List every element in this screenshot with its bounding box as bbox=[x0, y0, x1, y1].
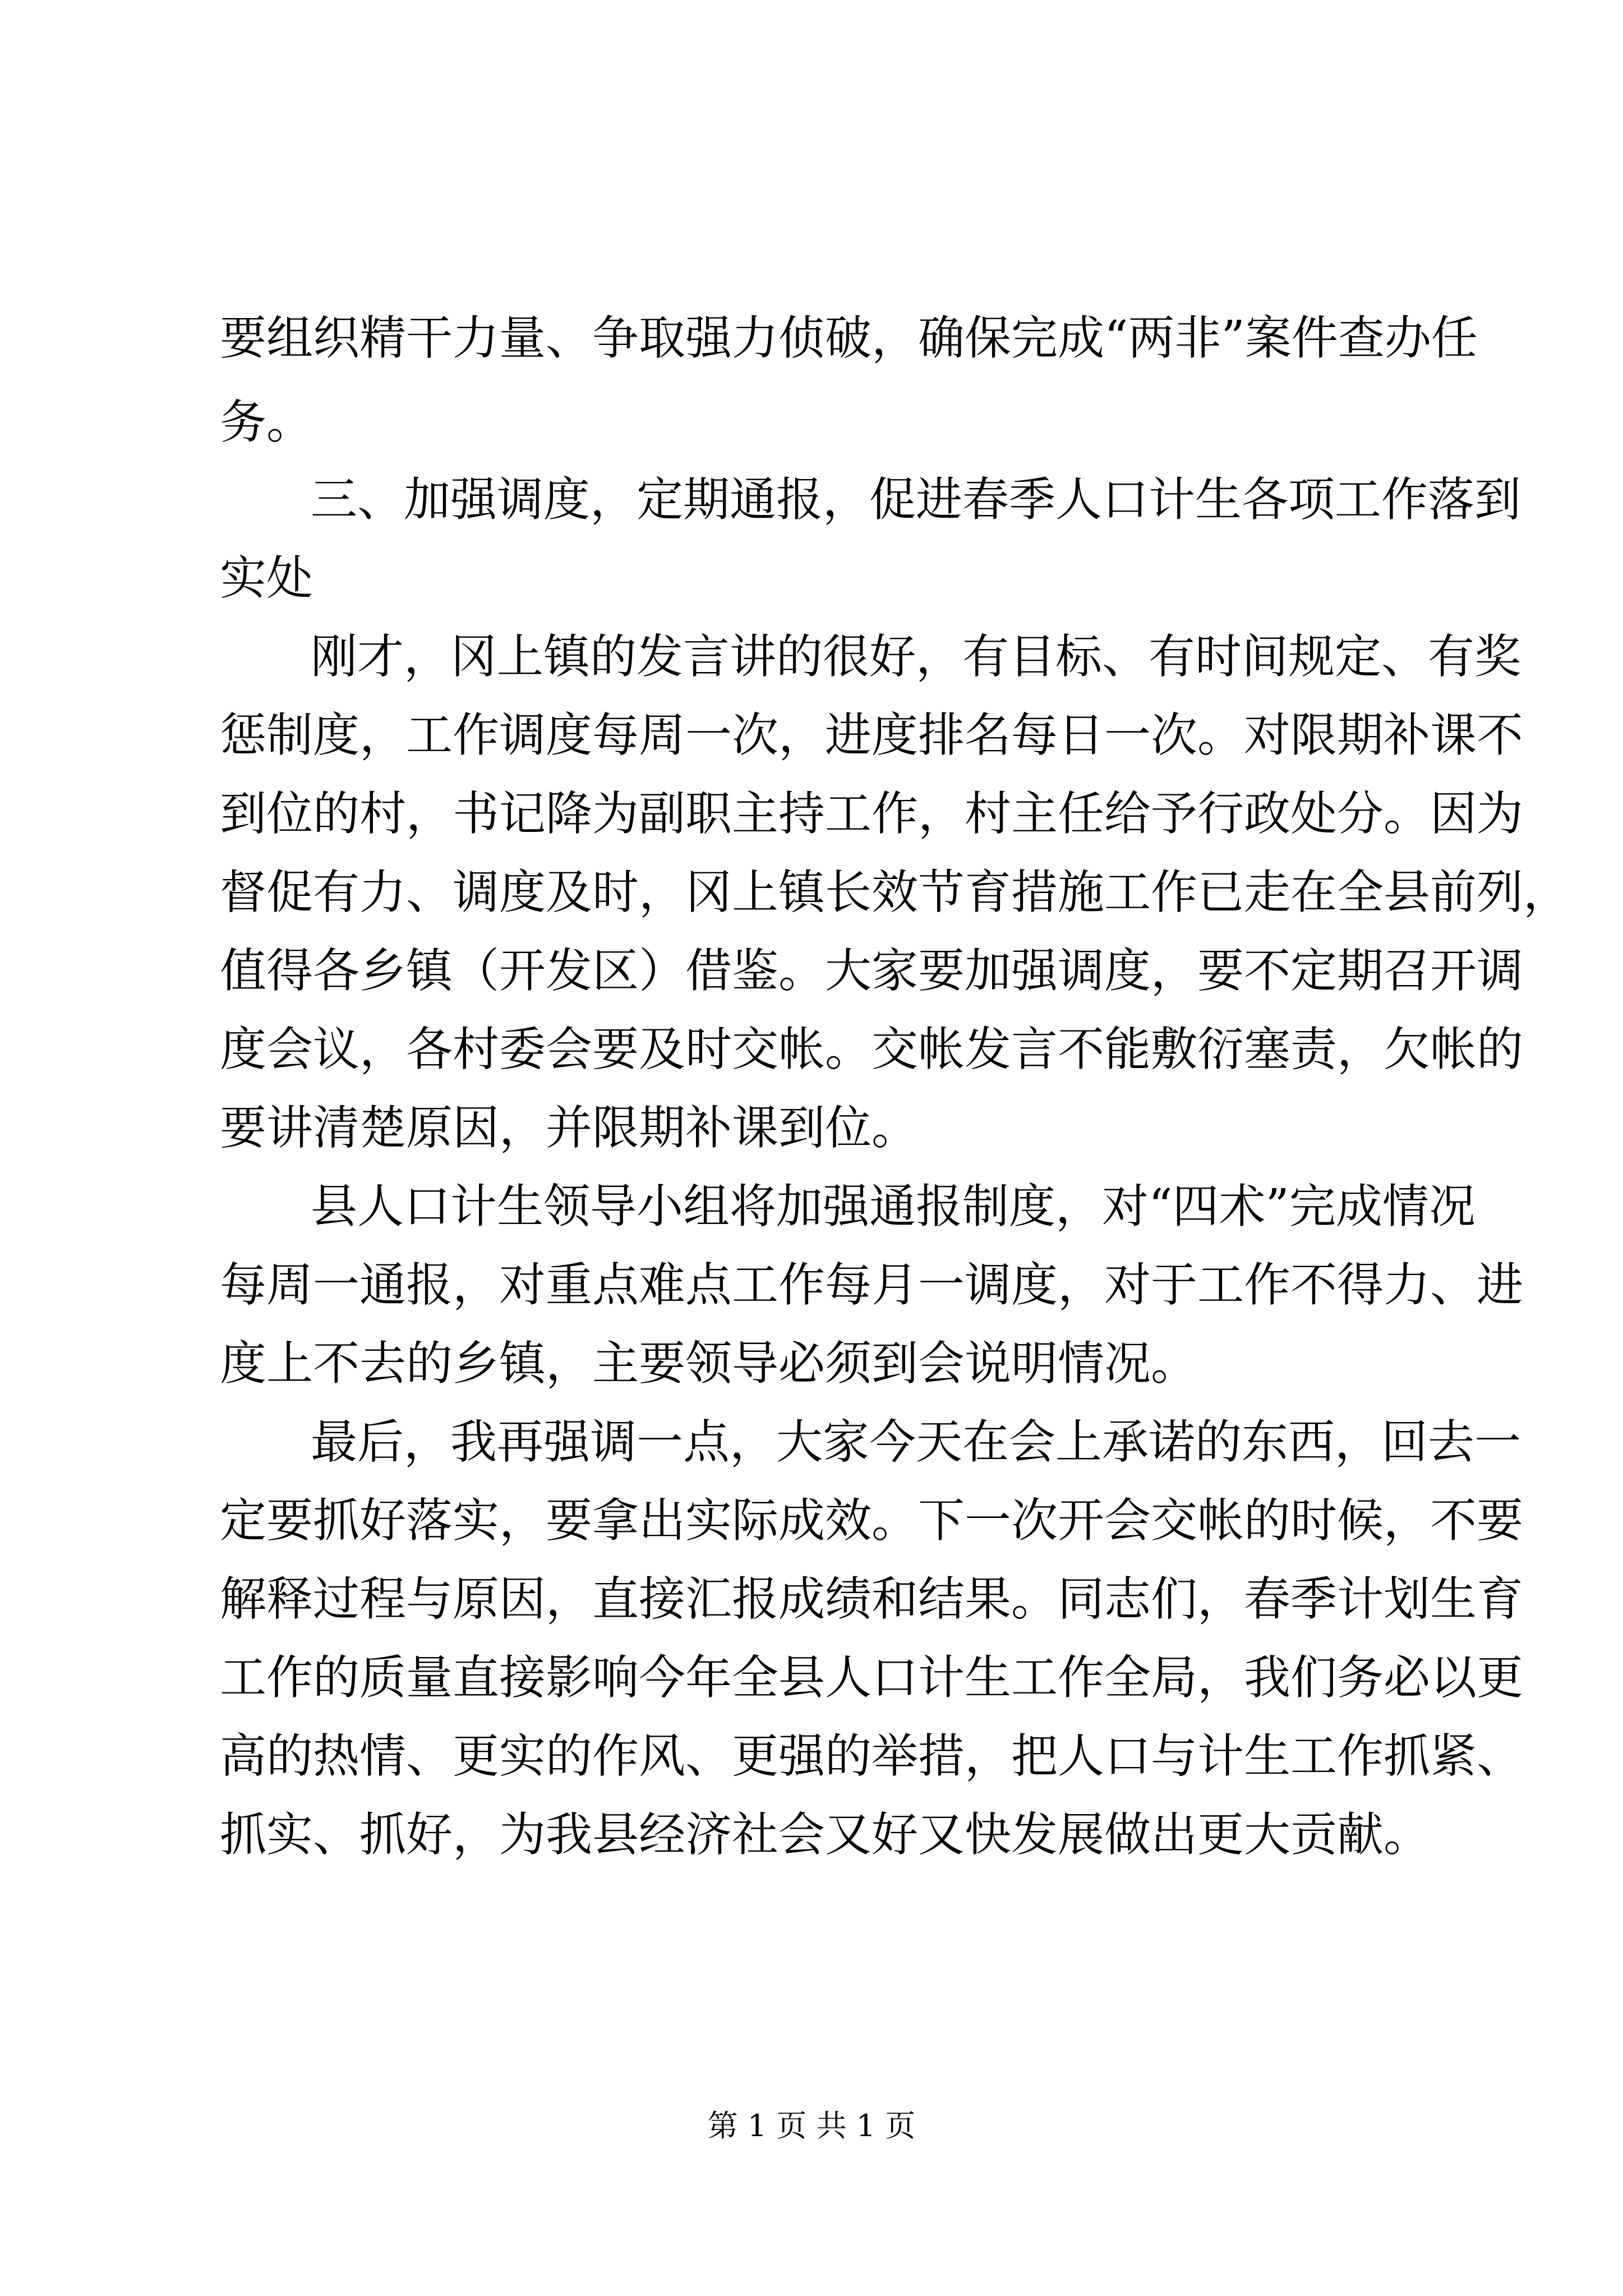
page-footer: 第 1 页 共 1 页 bbox=[707, 2108, 916, 2143]
text-line: 每周一通报，对重点难点工作每月一调度，对于工作不得力、进 bbox=[220, 1258, 1523, 1312]
text-line: 度上不去的乡镇，主要领导必须到会说明情况。 bbox=[220, 1336, 1197, 1391]
text-line: 惩制度，工作调度每周一次，进度排名每日一次。对限期补课不 bbox=[220, 708, 1523, 762]
text-line: 最后，我再强调一点，大家今天在会上承诺的东西，回去一 bbox=[311, 1415, 1521, 1469]
text-line: 刚才，冈上镇的发言讲的很好，有目标、有时间规定、有奖 bbox=[311, 629, 1521, 684]
text-line: 抓实、抓好，为我县经济社会又好又快发展做出更大贡献。 bbox=[220, 1807, 1430, 1862]
text-line: 要组织精干力量、争取强力侦破，确保完成“两非”案件查办任 bbox=[220, 311, 1478, 365]
section-heading: 三、加强调度，定期通报，促进春季人口计生各项工作落到 bbox=[311, 472, 1521, 527]
text-line: 工作的质量直接影响今年全县人口计生工作全局，我们务必以更 bbox=[220, 1650, 1523, 1705]
text-line: 定要抓好落实，要拿出实际成效。下一次开会交帐的时候，不要 bbox=[220, 1493, 1523, 1548]
text-line: 解释过程与原因，直接汇报成绩和结果。同志们，春季计划生育 bbox=[220, 1572, 1523, 1626]
text-line: 高的热情、更实的作风、更强的举措，把人口与计生工作抓紧、 bbox=[220, 1729, 1523, 1783]
text-line: 督促有力、调度及时，冈上镇长效节育措施工作已走在全县前列， bbox=[220, 865, 1570, 919]
text-line: 值得各乡镇（开发区）借鉴。大家要加强调度，要不定期召开调 bbox=[220, 944, 1523, 998]
text-line: 要讲清楚原因，并限期补课到位。 bbox=[220, 1101, 918, 1155]
section-heading: 实处 bbox=[220, 551, 313, 605]
text-line: 务。 bbox=[220, 395, 313, 449]
text-line: 度会议，各村委会要及时交帐。交帐发言不能敷衍塞责，欠帐的 bbox=[220, 1022, 1523, 1076]
text-line: 县人口计生领导小组将加强通报制度，对“四术”完成情况 bbox=[311, 1179, 1476, 1234]
text-line: 到位的村，书记降为副职主持工作，村主任给予行政处分。因为 bbox=[220, 786, 1523, 841]
